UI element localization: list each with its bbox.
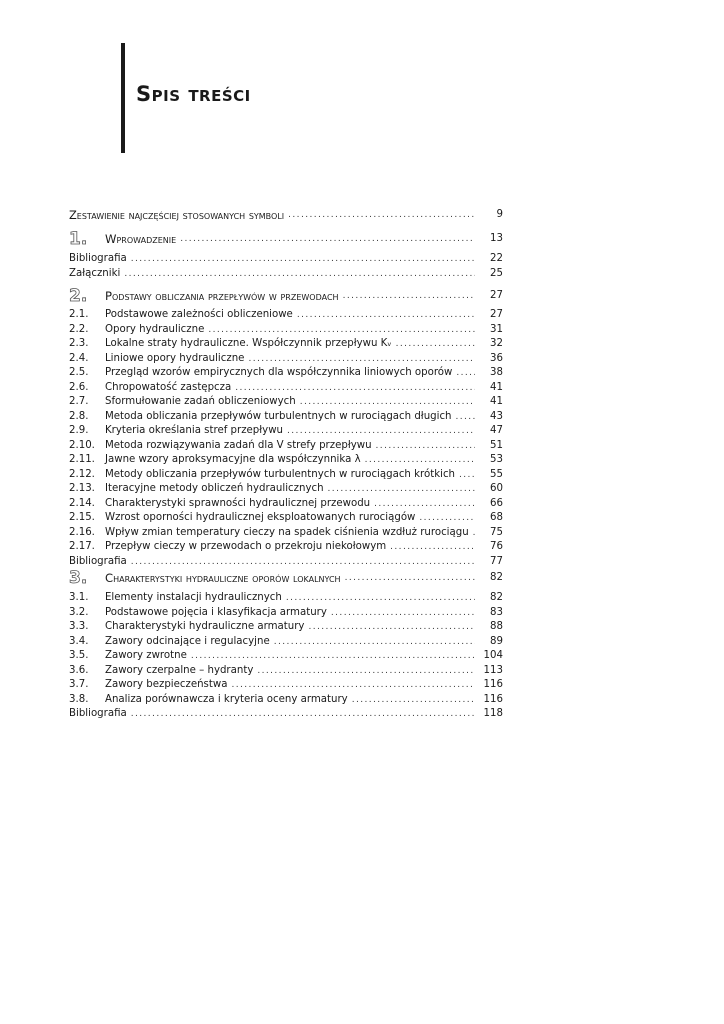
entry-number: 3.5. — [69, 650, 89, 661]
entry-number: 3.3. — [69, 621, 89, 632]
toc-section[interactable] — [69, 323, 503, 337]
toc-section[interactable] — [69, 606, 503, 620]
toc-chapter-1[interactable] — [69, 230, 503, 248]
entry-title: Wpływ zmian temperatury cieczy na spadek ciśnienia wzdłuż rurociągu — [105, 526, 469, 538]
entry-title: Podstawy obliczania przepływów w przewodach — [105, 289, 339, 303]
toc-section[interactable] — [69, 591, 503, 605]
title-bar — [121, 43, 125, 153]
page-title: Spis treści — [136, 82, 251, 106]
entry-number: 2.7. — [69, 396, 89, 407]
toc-section[interactable] — [69, 664, 503, 678]
entry-number: 2.12. — [69, 468, 95, 480]
toc-section[interactable] — [69, 352, 503, 366]
entry-number: 2.16. — [69, 526, 95, 538]
page-number: 66 — [490, 497, 503, 509]
dot-leader — [124, 267, 475, 281]
page-number: 60 — [490, 483, 503, 494]
entry-title: Lokalne straty hydrauliczne. Współczynnik przepływu Kᵥ — [105, 338, 392, 349]
entry-title: Bibliografia — [69, 253, 127, 264]
page-number: 88 — [490, 621, 503, 632]
entry-title: Jawne wzory aproksymacyjne dla współczynnika λ — [105, 454, 361, 465]
dot-leader — [473, 526, 475, 540]
entry-title: Zawory odcinające i regulacyjne — [105, 635, 270, 647]
entry-number: 3.6. — [69, 664, 89, 676]
entry-title: Podstawowe zależności obliczeniowe — [105, 309, 293, 320]
entry-number: 2.4. — [69, 352, 89, 364]
dot-leader — [288, 208, 475, 222]
page-number: 31 — [490, 323, 503, 335]
entry-title: Analiza porównawcza i kryteria oceny armatury — [105, 693, 348, 705]
page-number: 13 — [490, 233, 503, 244]
dot-leader — [376, 439, 475, 453]
dot-leader — [396, 337, 475, 351]
toc-front-entry[interactable] — [69, 208, 503, 222]
page-number: 89 — [490, 635, 503, 647]
dot-leader — [191, 649, 475, 663]
page-number: 51 — [490, 439, 503, 451]
entry-number: 2.11. — [69, 454, 95, 465]
dot-leader — [208, 323, 475, 337]
dot-leader — [248, 352, 475, 366]
page-number: 53 — [490, 454, 503, 465]
page-number: 82 — [490, 592, 503, 603]
dot-leader — [345, 569, 475, 587]
dot-leader — [456, 410, 475, 424]
entry-title: Chropowatość zastępcza — [105, 381, 232, 393]
entry-number: 2.9. — [69, 425, 89, 436]
toc-appendix-entry[interactable] — [69, 707, 503, 721]
dot-leader — [235, 381, 475, 395]
toc-section[interactable] — [69, 635, 503, 649]
dot-leader — [365, 453, 475, 467]
entry-number: 3.2. — [69, 606, 89, 618]
toc-section[interactable] — [69, 381, 503, 395]
dot-leader — [131, 707, 475, 721]
toc-section[interactable] — [69, 511, 503, 525]
entry-number: 2.3. — [69, 338, 89, 349]
entry-number: 2.15. — [69, 512, 95, 523]
entry-number: 2.2. — [69, 323, 89, 335]
entry-number: 2.14. — [69, 497, 95, 509]
toc-section[interactable] — [69, 526, 503, 540]
dot-leader — [257, 664, 475, 678]
dot-leader — [286, 591, 475, 605]
entry-title: Elementy instalacji hydraulicznych — [105, 592, 282, 603]
toc-chapter-3[interactable] — [69, 569, 503, 587]
entry-title: Zawory bezpieczeństwa — [105, 679, 228, 690]
page-number: 25 — [490, 267, 503, 279]
entry-number: 3.7. — [69, 679, 89, 690]
entry-title: Przepływ cieczy w przewodach o przekroju niekołowym — [105, 541, 387, 552]
entry-title: Wzrost oporności hydraulicznej eksploatowanych rurociągów — [105, 512, 416, 523]
entry-title: Opory hydrauliczne — [105, 323, 205, 335]
dot-leader — [390, 540, 475, 554]
dot-leader — [456, 366, 475, 380]
toc-section[interactable] — [69, 678, 503, 692]
entry-title: Metoda rozwiązywania zadań dla V strefy przepływu — [105, 439, 372, 451]
page-number: 104 — [483, 650, 503, 661]
toc-section[interactable] — [69, 453, 503, 467]
page-number: 76 — [490, 541, 503, 552]
toc-section[interactable] — [69, 620, 503, 634]
entry-title: Kryteria określania stref przepływu — [105, 425, 283, 436]
entry-number: 3.1. — [69, 592, 89, 603]
entry-title: Iteracyjne metody obliczeń hydraulicznych — [105, 483, 324, 494]
entry-title: Zawory zwrotne — [105, 650, 187, 661]
entry-title: Sformułowanie zadań obliczeniowych — [105, 396, 296, 407]
entry-title: Metody obliczania przepływów turbulentnych w rurociągach krótkich — [105, 468, 456, 480]
entry-number: 2.6. — [69, 381, 89, 393]
page-number: 43 — [490, 410, 503, 422]
entry-number: 2.5. — [69, 367, 89, 378]
entry-title: Wprowadzenie — [105, 232, 177, 246]
toc-section[interactable] — [69, 649, 503, 663]
page-number: 77 — [490, 555, 503, 567]
entry-number: 2.8. — [69, 410, 89, 422]
toc-section[interactable] — [69, 395, 503, 409]
toc-section[interactable] — [69, 693, 503, 707]
entry-number: 2.13. — [69, 483, 95, 494]
dot-leader — [297, 308, 475, 322]
entry-title: Bibliografia — [69, 708, 127, 719]
dot-leader — [287, 424, 475, 438]
page-number: 38 — [490, 367, 503, 378]
dot-leader — [343, 287, 475, 305]
dot-leader — [300, 395, 475, 409]
dot-leader — [352, 693, 475, 707]
dot-leader — [328, 482, 475, 496]
entry-number: 3.8. — [69, 693, 89, 705]
dot-leader — [131, 252, 475, 266]
entry-title: Przegląd wzorów empirycznych dla współczynnika liniowych oporów — [105, 367, 453, 378]
dot-leader — [331, 606, 475, 620]
page-number: 116 — [483, 679, 503, 690]
entry-number: 2.10. — [69, 439, 95, 451]
page-number: 83 — [490, 606, 503, 618]
entry-title: Charakterystyki hydrauliczne oporów lokalnych — [105, 571, 341, 585]
entry-number: 3.4. — [69, 635, 89, 647]
entry-number: 2. — [69, 286, 88, 306]
entry-title: Załączniki — [69, 267, 121, 279]
page-number: 41 — [490, 381, 503, 393]
entry-title: Charakterystyki sprawności hydraulicznej przewodu — [105, 497, 371, 509]
dot-leader — [131, 555, 475, 569]
entry-number: 2.17. — [69, 541, 95, 552]
toc-section[interactable] — [69, 366, 503, 380]
page-number: 27 — [490, 309, 503, 320]
toc-section[interactable] — [69, 439, 503, 453]
toc-section[interactable] — [69, 308, 503, 322]
entry-title: Zawory czerpalne – hydranty — [105, 664, 254, 676]
entry-number: 2.1. — [69, 309, 89, 320]
page-number: 9 — [496, 209, 503, 220]
toc-section[interactable] — [69, 497, 503, 511]
page-number: 75 — [490, 526, 503, 538]
page-number: 82 — [490, 572, 503, 583]
entry-number: 3. — [69, 568, 88, 588]
entry-title: Zestawienie najczęściej stosowanych symboli — [69, 208, 285, 222]
page-number: 116 — [483, 693, 503, 705]
entry-title: Charakterystyki hydrauliczne armatury — [105, 621, 305, 632]
toc-appendix-entry[interactable] — [69, 267, 503, 281]
dot-leader — [180, 230, 475, 248]
toc-chapter-2[interactable] — [69, 287, 503, 305]
page-number: 118 — [483, 708, 503, 719]
page-number: 113 — [483, 664, 503, 676]
page-number: 47 — [490, 425, 503, 436]
page-number: 36 — [490, 352, 503, 364]
toc-section[interactable] — [69, 410, 503, 424]
toc-section[interactable] — [69, 540, 503, 554]
page-number: 68 — [490, 512, 503, 523]
toc-section[interactable] — [69, 424, 503, 438]
page-number: 32 — [490, 338, 503, 349]
page-number: 41 — [490, 396, 503, 407]
toc-appendix-entry[interactable] — [69, 555, 503, 569]
page-number: 55 — [490, 468, 503, 480]
entry-title: Podstawowe pojęcia i klasyfikacja armatury — [105, 606, 327, 618]
dot-leader — [274, 635, 475, 649]
toc-section[interactable] — [69, 482, 503, 496]
dot-leader — [374, 497, 475, 511]
toc-section[interactable] — [69, 468, 503, 482]
page-number: 27 — [490, 290, 503, 301]
page-number: 22 — [490, 253, 503, 264]
entry-title: Metoda obliczania przepływów turbulentnych w rurociągach długich — [105, 410, 452, 422]
dot-leader — [419, 511, 475, 525]
entry-title: Bibliografia — [69, 555, 127, 567]
dot-leader — [459, 468, 475, 482]
dot-leader — [308, 620, 475, 634]
entry-title: Liniowe opory hydrauliczne — [105, 352, 245, 364]
entry-number: 1. — [69, 229, 88, 249]
toc-section[interactable] — [69, 337, 503, 351]
dot-leader — [231, 678, 475, 692]
toc-appendix-entry[interactable] — [69, 252, 503, 266]
